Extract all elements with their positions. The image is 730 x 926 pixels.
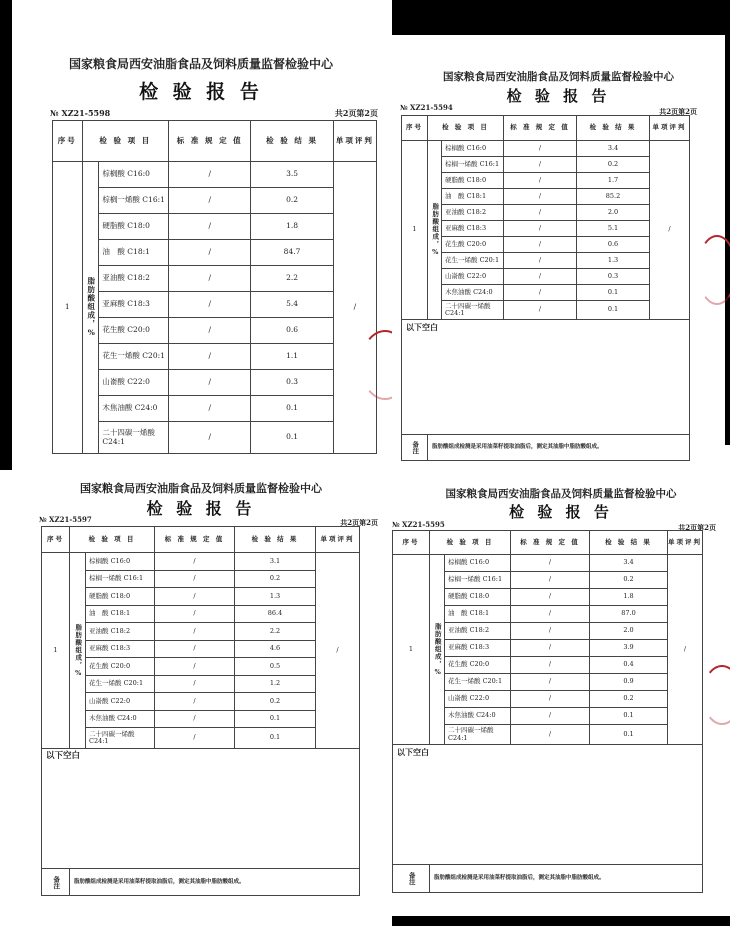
result-value: 0.2 — [577, 157, 650, 173]
result-value: 0.2 — [235, 693, 316, 711]
header-result: 检 验 结 果 — [251, 121, 333, 162]
table-row — [42, 658, 360, 676]
standard-value: / — [504, 301, 577, 320]
item-name: 花生酸 C20:0 — [99, 318, 169, 344]
table-row — [42, 710, 360, 728]
header-standard: 标 准 规 定 值 — [511, 531, 590, 555]
result-value: 2.2 — [235, 623, 316, 641]
item-name: 花生一烯酸 C20:1 — [99, 344, 169, 370]
result-value: 0.9 — [590, 674, 668, 691]
table-row — [42, 623, 360, 641]
standard-value: / — [511, 572, 590, 589]
standard-value: / — [504, 141, 577, 157]
item-name: 花生一烯酸 C20:1 — [445, 674, 511, 691]
standard-value: / — [155, 728, 235, 749]
group-label: 脂肪酸组成，% — [430, 555, 445, 745]
table-row — [402, 157, 690, 173]
result-value: 0.1 — [235, 728, 316, 749]
group-label: 脂肪酸组成，% — [70, 553, 86, 749]
result-value: 0.1 — [235, 710, 316, 728]
result-value: 0.6 — [577, 237, 650, 253]
note-text: 脂肪酸组成检测是采用油菜籽提取油脂后，测定其油脂中脂肪酸组成。 — [428, 435, 690, 461]
standard-value: / — [169, 240, 251, 266]
item-name: 棕榈一烯酸 C16:1 — [445, 572, 511, 589]
item-name: 亚油酸 C18:2 — [99, 266, 169, 292]
standard-value: / — [504, 205, 577, 221]
header-item: 检 验 项 目 — [430, 531, 511, 555]
result-value: 5.4 — [251, 292, 333, 318]
standard-value: / — [511, 623, 590, 640]
report-number: № XZ21-5597 — [39, 515, 92, 524]
page-info: 共2页第2页 — [659, 107, 697, 116]
result-value: 0.6 — [251, 318, 333, 344]
item-name: 棕榈一烯酸 C16:1 — [99, 188, 169, 214]
standard-value: / — [169, 422, 251, 454]
results-table — [52, 120, 377, 454]
result-value: 1.8 — [590, 589, 668, 606]
result-value: 2.0 — [590, 623, 668, 640]
item-name: 山嵛酸 C22:0 — [442, 269, 504, 285]
table-row — [53, 318, 377, 344]
result-value: 84.7 — [251, 240, 333, 266]
standard-value: / — [155, 605, 235, 623]
table-row — [53, 188, 377, 214]
standard-value: / — [504, 157, 577, 173]
table-row — [402, 173, 690, 189]
result-value: 3.9 — [590, 640, 668, 657]
item-name: 硬脂酸 C18:0 — [442, 173, 504, 189]
table-row — [402, 253, 690, 269]
report-page-5597 — [12, 470, 390, 926]
item-name: 油 酸 C18:1 — [442, 189, 504, 205]
black-margin-left-mid — [0, 445, 12, 470]
result-value: 0.1 — [577, 301, 650, 320]
header-standard: 标 准 规 定 值 — [504, 116, 577, 141]
item-name: 棕榈酸 C16:0 — [99, 162, 169, 188]
item-name: 花生一烯酸 C20:1 — [86, 675, 155, 693]
report-number: № XZ21-5595 — [392, 520, 445, 529]
black-margin-top-right — [392, 0, 730, 35]
table-row — [53, 396, 377, 422]
note-label: 备注 — [393, 865, 430, 893]
header-verdict: 单项评判 — [333, 121, 376, 162]
standard-value: / — [155, 710, 235, 728]
organization-name: 国家粮食局西安油脂食品及饲料质量监督检验中心 — [445, 488, 677, 500]
item-name: 二十四碳一烯酸 C24:1 — [99, 422, 169, 454]
standard-value: / — [155, 570, 235, 588]
report-number: № XZ21-5594 — [400, 103, 453, 112]
standard-value: / — [511, 606, 590, 623]
item-name: 花生酸 C20:0 — [445, 657, 511, 674]
seq-cell: 1 — [393, 555, 430, 745]
header-result: 检 验 结 果 — [590, 531, 668, 555]
result-value: 3.4 — [577, 141, 650, 157]
report-title: 检 验 报 告 — [139, 81, 263, 103]
result-value: 2.2 — [251, 266, 333, 292]
result-value: 87.0 — [590, 606, 668, 623]
result-value: 0.2 — [235, 570, 316, 588]
table-row — [402, 221, 690, 237]
item-name: 木焦油酸 C24:0 — [86, 710, 155, 728]
standard-value: / — [511, 657, 590, 674]
organization-name: 国家粮食局西安油脂食品及饲料质量监督检验中心 — [68, 57, 333, 71]
item-name: 二十四碳一烯酸 C24:1 — [445, 725, 511, 745]
standard-value: / — [169, 396, 251, 422]
table-row — [53, 344, 377, 370]
official-stamp — [697, 235, 730, 305]
table-row — [42, 553, 360, 571]
table-row — [42, 728, 360, 749]
header-seq: 序号 — [402, 116, 428, 141]
header-standard: 标 准 规 定 值 — [169, 121, 251, 162]
item-name: 硬脂酸 C18:0 — [99, 214, 169, 240]
result-value: 0.1 — [577, 285, 650, 301]
item-name: 山嵛酸 C22:0 — [86, 693, 155, 711]
item-name: 亚麻酸 C18:3 — [445, 640, 511, 657]
table-row — [402, 237, 690, 253]
result-value: 1.3 — [577, 253, 650, 269]
standard-value: / — [504, 253, 577, 269]
item-name: 棕榈酸 C16:0 — [86, 553, 155, 571]
header-item: 检 验 项 目 — [428, 116, 504, 141]
result-value: 86.4 — [235, 605, 316, 623]
standard-value: / — [169, 318, 251, 344]
blank-remark: 以下空白 — [42, 749, 360, 869]
header-result: 检 验 结 果 — [577, 116, 650, 141]
verdict-cell: / — [650, 141, 690, 320]
header-seq: 序号 — [393, 531, 430, 555]
table-row — [42, 588, 360, 606]
header-result: 检 验 结 果 — [235, 527, 316, 553]
report-title: 检 验 报 告 — [146, 499, 256, 518]
standard-value: / — [511, 640, 590, 657]
report-page-5598 — [12, 0, 390, 445]
result-value: 2.0 — [577, 205, 650, 221]
results-table — [41, 526, 360, 896]
organization-name: 国家粮食局西安油脂食品及饲料质量监督检验中心 — [80, 482, 322, 495]
item-name: 花生酸 C20:0 — [86, 658, 155, 676]
standard-value: / — [504, 285, 577, 301]
page-info: 共2页第2页 — [678, 523, 716, 532]
standard-value: / — [155, 623, 235, 641]
item-name: 花生一烯酸 C20:1 — [442, 253, 504, 269]
standard-value: / — [504, 221, 577, 237]
table-row — [42, 605, 360, 623]
item-name: 油 酸 C18:1 — [445, 606, 511, 623]
result-value: 3.5 — [251, 162, 333, 188]
page-info: 共2页第2页 — [334, 108, 378, 118]
item-name: 棕榈一烯酸 C16:1 — [442, 157, 504, 173]
item-name: 亚油酸 C18:2 — [442, 205, 504, 221]
verdict-cell: / — [333, 162, 376, 454]
header-item: 检 验 项 目 — [82, 121, 169, 162]
blank-remark: 以下空白 — [402, 320, 690, 435]
header-seq: 序号 — [42, 527, 70, 553]
item-name: 亚麻酸 C18:3 — [99, 292, 169, 318]
standard-value: / — [504, 189, 577, 205]
result-value: 5.1 — [577, 221, 650, 237]
item-name: 亚麻酸 C18:3 — [86, 640, 155, 658]
page-info: 共2页第2页 — [340, 518, 378, 527]
result-value: 85.2 — [577, 189, 650, 205]
results-table — [401, 115, 690, 461]
result-value: 0.2 — [251, 188, 333, 214]
standard-value: / — [511, 691, 590, 708]
standard-value: / — [155, 553, 235, 571]
report-title: 检 验 报 告 — [509, 503, 613, 521]
item-name: 木焦油酸 C24:0 — [445, 708, 511, 725]
table-row — [402, 285, 690, 301]
standard-value: / — [169, 344, 251, 370]
header-verdict: 单项评判 — [316, 527, 360, 553]
standard-value: / — [504, 269, 577, 285]
table-row — [42, 640, 360, 658]
standard-value: / — [511, 589, 590, 606]
result-value: 1.3 — [235, 588, 316, 606]
table-row — [53, 370, 377, 396]
result-value: 0.3 — [577, 269, 650, 285]
official-stamp — [702, 665, 730, 725]
standard-value: / — [169, 292, 251, 318]
item-name: 棕榈一烯酸 C16:1 — [86, 570, 155, 588]
result-value: 1.1 — [251, 344, 333, 370]
item-name: 木焦油酸 C24:0 — [442, 285, 504, 301]
standard-value: / — [155, 675, 235, 693]
standard-value: / — [169, 370, 251, 396]
result-value: 0.2 — [590, 691, 668, 708]
report-title: 检 验 报 告 — [506, 87, 611, 105]
standard-value: / — [155, 693, 235, 711]
header-verdict: 单项评判 — [668, 531, 703, 555]
seq-cell: 1 — [53, 162, 83, 454]
blank-remark: 以下空白 — [393, 745, 703, 865]
header-seq: 序号 — [53, 121, 83, 162]
organization-name: 国家粮食局西安油脂食品及饲料质量监督检验中心 — [443, 71, 674, 83]
report-page-5594 — [392, 35, 725, 455]
standard-value: / — [169, 188, 251, 214]
table-row — [402, 205, 690, 221]
table-row — [402, 141, 690, 157]
table-row — [42, 570, 360, 588]
note-label: 备注 — [402, 435, 428, 461]
standard-value: / — [504, 237, 577, 253]
item-name: 硬脂酸 C18:0 — [445, 589, 511, 606]
header-verdict: 单项评判 — [650, 116, 690, 141]
table-row — [53, 214, 377, 240]
result-value: 0.5 — [235, 658, 316, 676]
result-value: 0.1 — [590, 708, 668, 725]
table-row — [402, 301, 690, 320]
seq-cell: 1 — [42, 553, 70, 749]
table-row — [393, 555, 703, 572]
item-name: 亚麻酸 C18:3 — [442, 221, 504, 237]
item-name: 花生酸 C20:0 — [442, 237, 504, 253]
standard-value: / — [169, 266, 251, 292]
item-name: 山嵛酸 C22:0 — [445, 691, 511, 708]
item-name: 亚油酸 C18:2 — [445, 623, 511, 640]
group-label: 脂肪酸组成，% — [428, 141, 442, 320]
result-value: 0.1 — [251, 396, 333, 422]
item-name: 二十四碳一烯酸 C24:1 — [86, 728, 155, 749]
results-table — [392, 530, 703, 893]
black-margin-bottom-right — [392, 916, 730, 926]
standard-value: / — [511, 555, 590, 572]
note-label: 备注 — [42, 869, 70, 896]
item-name: 木焦油酸 C24:0 — [99, 396, 169, 422]
result-value: 0.1 — [251, 422, 333, 454]
result-value: 0.1 — [590, 725, 668, 745]
standard-value: / — [169, 162, 251, 188]
result-value: 3.4 — [590, 555, 668, 572]
black-margin-left-top — [0, 0, 12, 445]
standard-value: / — [504, 173, 577, 189]
result-value: 1.7 — [577, 173, 650, 189]
table-row — [53, 422, 377, 454]
result-value: 1.8 — [251, 214, 333, 240]
table-row — [42, 693, 360, 711]
standard-value: / — [511, 708, 590, 725]
standard-value: / — [511, 725, 590, 745]
item-name: 油 酸 C18:1 — [86, 605, 155, 623]
table-row — [402, 269, 690, 285]
seq-cell: 1 — [402, 141, 428, 320]
header-standard: 标 准 规 定 值 — [155, 527, 235, 553]
standard-value: / — [511, 674, 590, 691]
table-row — [53, 292, 377, 318]
item-name: 硬脂酸 C18:0 — [86, 588, 155, 606]
verdict-cell: / — [668, 555, 703, 745]
table-row — [42, 675, 360, 693]
report-number: № XZ21-5598 — [50, 108, 111, 118]
note-text: 脂肪酸组成检测是采用油菜籽提取油脂后，测定其油脂中脂肪酸组成。 — [430, 865, 703, 893]
result-value: 4.6 — [235, 640, 316, 658]
result-value: 1.2 — [235, 675, 316, 693]
result-value: 0.2 — [590, 572, 668, 589]
result-value: 3.1 — [235, 553, 316, 571]
item-name: 山嵛酸 C22:0 — [99, 370, 169, 396]
header-item: 检 验 项 目 — [70, 527, 155, 553]
table-row — [53, 162, 377, 188]
item-name: 棕榈酸 C16:0 — [445, 555, 511, 572]
item-name: 亚油酸 C18:2 — [86, 623, 155, 641]
table-row — [53, 240, 377, 266]
standard-value: / — [155, 588, 235, 606]
table-row — [402, 189, 690, 205]
note-text: 脂肪酸组成检测是采用油菜籽提取油脂后，测定其油脂中脂肪酸组成。 — [70, 869, 360, 896]
standard-value: / — [155, 658, 235, 676]
table-row — [53, 266, 377, 292]
report-page-5595 — [392, 470, 730, 916]
item-name: 油 酸 C18:1 — [99, 240, 169, 266]
item-name: 棕榈酸 C16:0 — [442, 141, 504, 157]
result-value: 0.3 — [251, 370, 333, 396]
item-name: 二十四碳一烯酸 C24:1 — [442, 301, 504, 320]
standard-value: / — [169, 214, 251, 240]
result-value: 0.4 — [590, 657, 668, 674]
standard-value: / — [155, 640, 235, 658]
verdict-cell: / — [316, 553, 360, 749]
group-label: 脂肪酸组成，% — [82, 162, 99, 454]
